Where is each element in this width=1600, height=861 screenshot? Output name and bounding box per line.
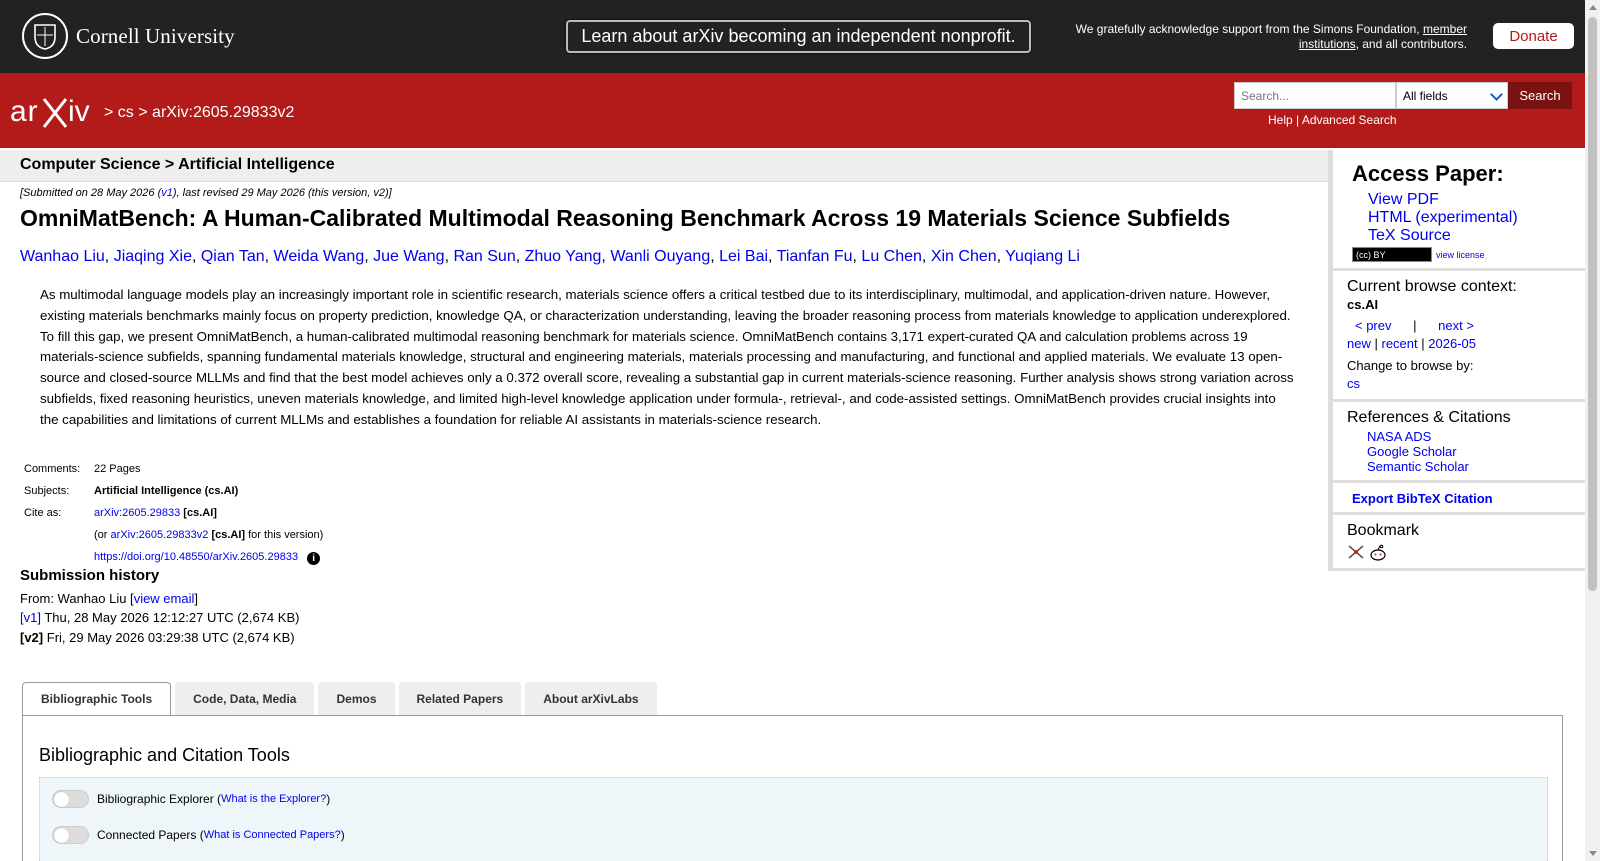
search-bar [1234, 82, 1572, 109]
bookmark-title: Bookmark [1347, 522, 1420, 539]
breadcrumb: > cs > arXiv:2605.29833v2 [104, 104, 295, 121]
bookmark-box [1328, 515, 1585, 571]
author-link[interactable]: Ran Sun [453, 248, 516, 265]
bibliographic-tools-panel [22, 715, 1563, 861]
subjects-label: Subjects: [24, 485, 70, 497]
export-bibtex-link[interactable]: Export BibTeX Citation [1352, 491, 1493, 506]
explorer-help-link[interactable]: What is the Explorer? [221, 793, 327, 805]
panel-title: Bibliographic and Citation Tools [39, 745, 290, 765]
connected-papers-help-link[interactable]: What is Connected Papers? [203, 829, 341, 841]
view-license-link[interactable]: view license [1436, 249, 1485, 260]
explorer-row: Bibliographic Explorer ( What is the Explorer? ) [52, 790, 330, 808]
change-browse-label: Change to browse by: [1347, 358, 1474, 373]
tool-box [39, 777, 1548, 861]
browse-context-box [1328, 271, 1585, 402]
google-scholar-link[interactable]: Google Scholar [1367, 444, 1457, 459]
references-box [1328, 402, 1585, 483]
cite-version-link[interactable]: arXiv:2605.29833v2 [110, 529, 209, 541]
comments-label: Comments: [24, 463, 81, 475]
reddit-icon[interactable] [1369, 544, 1387, 562]
tab-bibliographic-tools[interactable]: Bibliographic Tools [22, 682, 171, 716]
version-v2: [v2] Fri, 29 May 2026 03:29:38 UTC (2,674 KB) [20, 629, 295, 645]
metadata-table [20, 457, 327, 570]
view-email-link[interactable]: view email [133, 590, 195, 606]
tab-demos[interactable]: Demos [318, 682, 394, 715]
svg-text:iv: iv [68, 95, 90, 128]
page-scrollbar[interactable] [1585, 0, 1600, 861]
dateline: [Submitted on 28 May 2026 (v1), last revised 29 May 2026 (this version, v2)] [20, 187, 392, 199]
sidebar [1328, 150, 1585, 571]
author-list: Wanhao Liu, Jiaqing Xie, Qian Tan, Weida Wang, Jue Wang, Ran Sun, Zhuo Yang, Wanli Ouyang, Lei Bai, Tianfan Fu, Lu Chen, Xin Chen, Yuqiang Li [20, 248, 1080, 265]
arxiv-logo-icon [10, 93, 100, 131]
search-field-select[interactable]: All fields [1396, 82, 1508, 109]
author-link[interactable]: Yuqiang Li [1005, 248, 1080, 265]
access-paper-box [1328, 150, 1585, 271]
tab-code-data-media[interactable]: Code, Data, Media [175, 682, 314, 715]
cornell-seal-icon [22, 13, 68, 59]
context-nav: < prev | next > [1355, 318, 1474, 333]
help-link[interactable]: Help [1268, 113, 1293, 127]
member-institutions-link[interactable]: member institutions [1298, 22, 1467, 51]
doi [92, 547, 325, 568]
author-link[interactable]: Wanli Ouyang [610, 248, 711, 265]
connected-papers-row: Connected Papers ( What is Connected Papers? ) [52, 826, 345, 844]
tex-source-link[interactable]: TeX Source [1368, 227, 1451, 244]
cc-by-icon[interactable]: (cc) BY [1352, 247, 1432, 262]
scroll-down-icon[interactable] [1589, 851, 1597, 856]
context-lists: new | recent | 2026-05 [1347, 336, 1476, 351]
advanced-search-link[interactable]: Advanced Search [1301, 113, 1397, 127]
context-title: Current browse context: [1347, 278, 1517, 295]
search-input[interactable]: Search... [1234, 82, 1396, 109]
recent-link[interactable]: recent [1381, 336, 1418, 351]
submitter: From: Wanhao Liu [view email] [20, 590, 198, 606]
month-link[interactable]: 2026-05 [1428, 336, 1476, 351]
view-pdf-link[interactable]: View PDF [1368, 191, 1439, 208]
help-links: Help | Advanced Search [1268, 113, 1397, 127]
context-value: cs.AI [1347, 297, 1379, 312]
svg-text:ar: ar [10, 95, 39, 128]
cite-version: (or arXiv:2605.29833v2 [cs.AI] for this version) [94, 529, 324, 541]
cornell-logo[interactable] [22, 13, 235, 59]
author-link[interactable]: Lei Bai [719, 248, 769, 265]
author-link[interactable]: Tianfan Fu [776, 248, 853, 265]
cornell-wordmark: Cornell University [76, 23, 235, 48]
cite-label: Cite as: [24, 507, 62, 519]
dateline-v1-link[interactable]: v1 [161, 187, 173, 199]
subject-bar: Computer Science > Artificial Intelligence [0, 150, 1328, 182]
arxiv-header [0, 73, 1585, 148]
next-link[interactable]: next > [1438, 318, 1474, 333]
author-link[interactable]: Wanhao Liu [20, 248, 105, 265]
author-link[interactable]: Jue Wang [373, 248, 445, 265]
donate-button[interactable]: Donate [1493, 23, 1574, 49]
new-link[interactable]: new [1347, 336, 1371, 351]
nasa-ads-link[interactable]: NASA ADS [1367, 429, 1432, 444]
paper-title: OmniMatBench: A Human-Calibrated Multimodal Reasoning Benchmark Across 19 Materials Science Subfields [20, 205, 1231, 231]
v1-link[interactable]: [v1] [20, 610, 41, 625]
tab-about-arxivlabs[interactable]: About arXivLabs [525, 682, 656, 715]
abstract: As multimodal language models play an increasingly important role in scientific research, materials science offers a critical testbed due to its interdisciplinary, multimodal, and application-driven nature. However, existing materials benchmarks mainly focus on property prediction, knowledge QA, or characterization understanding, leaving the broader reasoning process from materials knowledge to application underexplored. To fill this gap, we present OmniMatBench, a human-calibrated multimodal reasoning benchmark for materials science. OmniMatBench contains 3,171 expert-curated QA and calculation problems across 19 materials-science subfields, spanning fundamental materials knowledge, structural and engineering materials, materials processing and manufacturing, and functional and applied materials. We evaluate 13 open-source and closed-source MLLMs and find that the best model achieves only a 0.372 overall score, revealing a substantial gap in current materials-science reasoning. Further analysis shows strong variation across subfields, fixed reasoning heuristics, uneven materials knowledge, and limited high-level knowledge application under formula-, retrieval-, and code-assisted settings. OmniMatBench provides crucial insights into the capabilities and limitations of current MLLMs and establishes a foundation for reliable AI assistants in materials-science research. [40, 287, 1294, 427]
semantic-scholar-link[interactable]: Semantic Scholar [1367, 459, 1469, 474]
cite-id-link[interactable]: arXiv:2605.29833 [94, 507, 181, 519]
author-link[interactable]: Jiaqing Xie [113, 248, 192, 265]
top-banner [0, 0, 1585, 73]
connected-papers-toggle[interactable] [52, 826, 89, 844]
scroll-up-icon[interactable] [1589, 5, 1597, 10]
author-link[interactable]: Xin Chen [930, 248, 997, 265]
submission-history-heading: Submission history [20, 567, 160, 584]
version-v1: [v1] Thu, 28 May 2026 12:12:27 UTC (2,674 KB) [20, 610, 300, 625]
author-link[interactable]: Qian Tan [200, 248, 265, 265]
breadcrumb-paper-id: arXiv:2605.29833v2 [152, 104, 295, 121]
html-link[interactable]: HTML (experimental) [1368, 209, 1518, 226]
author-link[interactable]: Weida Wang [273, 248, 365, 265]
references-title: References & Citations [1347, 409, 1511, 426]
export-box [1328, 483, 1585, 515]
author-link[interactable]: Lu Chen [861, 248, 922, 265]
comments-value: 22 Pages [94, 463, 141, 475]
subjects-value: Artificial Intelligence (cs.AI) [94, 485, 239, 497]
arxiv-logo[interactable] [10, 93, 100, 134]
browse-cs-link[interactable]: cs [1347, 376, 1360, 391]
access-paper-title: Access Paper: [1352, 161, 1504, 186]
doi-link[interactable]: https://doi.org/10.48550/arXiv.2605.29833 [94, 551, 299, 563]
prev-link[interactable]: < prev [1355, 318, 1392, 333]
author-link[interactable]: Zhuo Yang [524, 248, 602, 265]
bookmark-icons [1347, 544, 1585, 562]
tab-related-papers[interactable]: Related Papers [399, 682, 522, 715]
labs-tabs [22, 682, 661, 716]
license [1352, 247, 1585, 262]
explorer-toggle[interactable] [52, 790, 89, 808]
submission-history [20, 566, 299, 647]
search-button[interactable]: Search [1508, 82, 1572, 109]
bibsonomy-icon[interactable] [1347, 544, 1365, 560]
nonprofit-notice-button[interactable]: Learn about arXiv becoming an independent nonprofit. [566, 20, 1031, 53]
breadcrumb-cs[interactable]: cs [117, 104, 134, 121]
cite-value: arXiv:2605.29833 [cs.AI] [94, 507, 217, 519]
info-icon[interactable]: i [307, 552, 320, 565]
paper-main [0, 150, 1328, 645]
chevron-down-icon [1490, 88, 1503, 101]
scroll-thumb[interactable] [1588, 17, 1597, 591]
support-acknowledgement: We gratefully acknowledge support from the Simons Foundation, member institutions, and all contributors. [1075, 22, 1467, 51]
